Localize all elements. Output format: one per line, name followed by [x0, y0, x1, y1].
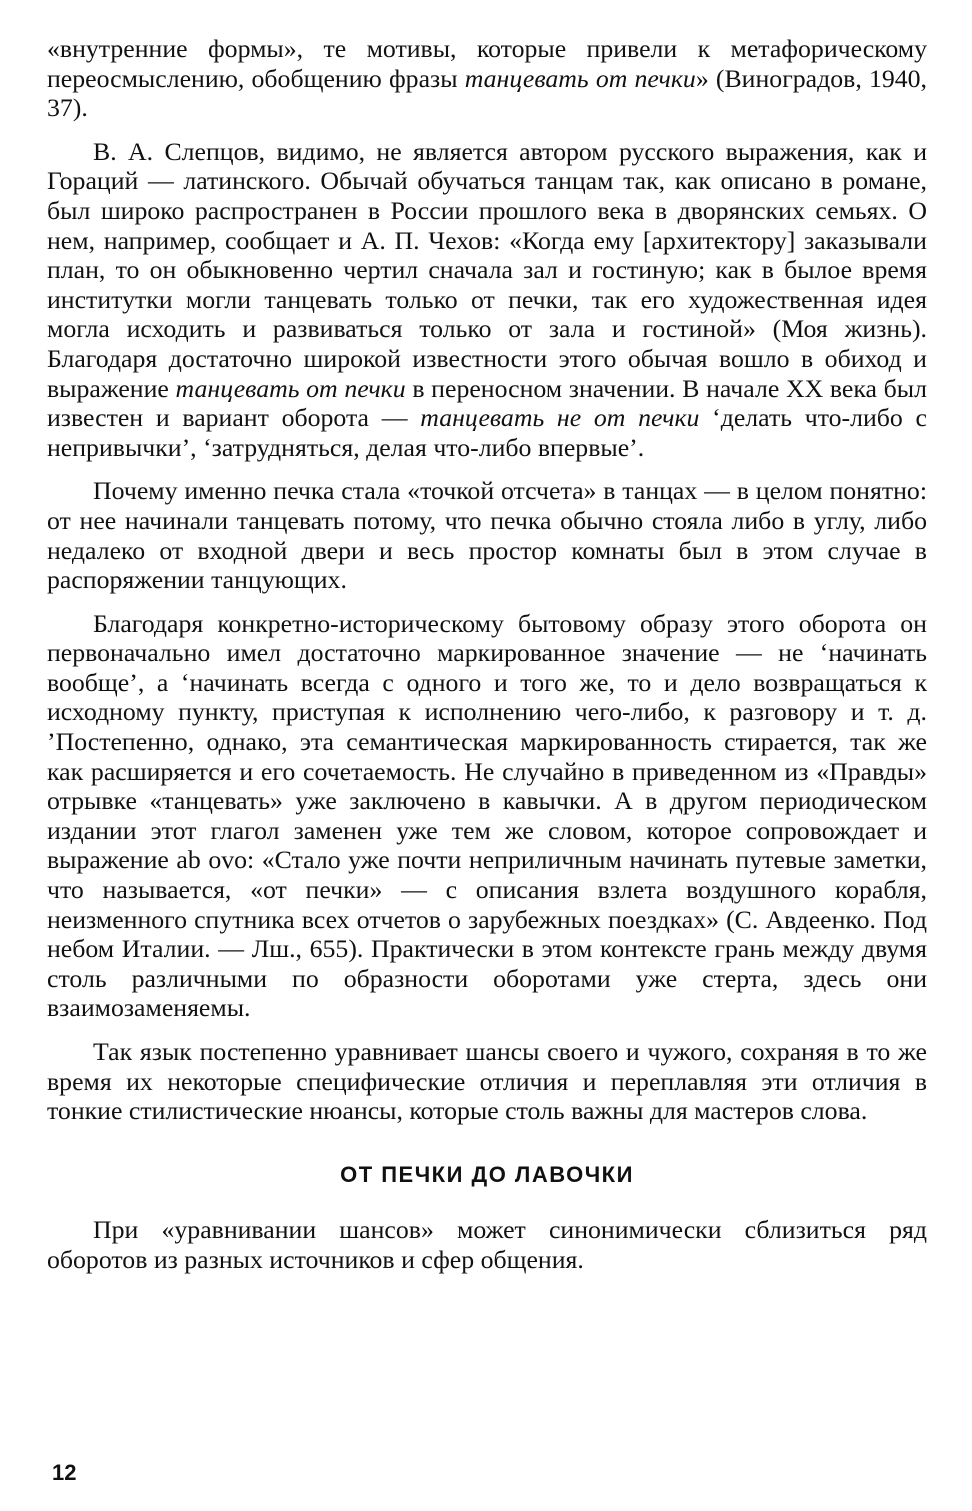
paragraph-1-text-a: «внутренние формы», те мотивы, которые привели к метафорическому переосмыслению, обобщению фразы — [47, 34, 927, 93]
paragraph-1 — [47, 34, 927, 123]
paragraph-2-text-e: ‘делать что-либо с непривычки’, ‘затрудняться, делая что-либо впервые’. — [47, 403, 927, 462]
page-number: 12 — [52, 1460, 77, 1485]
page-body — [47, 34, 927, 1289]
paragraph-2 — [47, 137, 927, 463]
paragraph-2-italic-phrase-1: танцевать от печки — [175, 373, 406, 403]
paragraph-1-text-c: » (Виноградов, 1940, 37). — [47, 63, 927, 123]
section-heading: ОТ ПЕЧКИ ДО ЛАВОЧКИ — [340, 1161, 634, 1187]
paragraph-5: Так язык постепенно уравнивает шансы своего и чужого, сохраняя в то же время их некоторые специфические отличия и переплавляя эти отличия в тонкие стилистические нюансы, которые столь важны для мастеров слова. — [47, 1037, 927, 1126]
paragraph-2-text-c: в переносном значении. В начале XX века был известен и вариант оборота — — [47, 373, 927, 433]
paragraph-4: Благодаря конкретно-историческому бытовому образу этого оборота он первоначально имел достаточно маркированное значение — не ‘начинать вообще’, а ‘начинать всегда с одного и того же, то и дело возвращаться к исходному пункту, приступая к исполнению чего-либо, к разговору и т. д. ’Постепенно, однако, эта семантическая маркированность стирается, так же как расширяется и его сочетаемость. Не случайно в приведенном из «Правды» отрывке «танцевать» уже заключено в кавычки. А в другом периодическом издании этот глагол заменен уже тем же словом, которое сопровождает и выражение ab ovo: «Стало уже почти неприличным начинать путевые заметки, что называется, «от печки» — с описания взлета воздушного корабля, неизменного спутника всех отчетов о зарубежных поездках» (С. Авдеенко. Под небом Италии. — Лш., 655). Практически в этом контексте грань между двумя столь различными по образности оборотами уже стерта, здесь они взаимозаменяемы. — [47, 608, 927, 1023]
paragraph-2-text-a: В. А. Слепцов, видимо, не является автором русского выражения, как и Гораций — латинского. Обычай обучаться танцам так, как описано в романе, был широко распространен в России прошлого века в дворянских семьях. О нем, например, сообщает и А. П. Чехов: «Когда ему [архитектору] заказывали план, то он обыкновенно чертил сначала зал и гостиную; как в былое время институтки могли танцевать только от печки, так его художественная идея могла исходить и развиваться только от зала и гостиной» (Моя жизнь). Благодаря достаточно широкой известности этого обычая вошло в обиход и выражение — [47, 136, 927, 403]
main-text — [47, 34, 927, 1275]
paragraph-6: При «уравнивании шансов» может синонимически сблизиться ряд оборотов из разных источников и сфер общения. — [47, 1215, 927, 1274]
paragraph-3: Почему именно печка стала «точкой отсчета» в танцах — в целом понятно: от нее начинали танцевать потому, что печка обычно стояла либо в углу, либо недалеко от входной двери и весь простор комнаты был в этом случае в распоряжении танцующих. — [47, 476, 927, 595]
paragraph-2-italic-phrase-2: танцевать не от печки — [420, 403, 700, 433]
paragraph-1-italic-phrase: танцевать от печки — [464, 63, 696, 93]
